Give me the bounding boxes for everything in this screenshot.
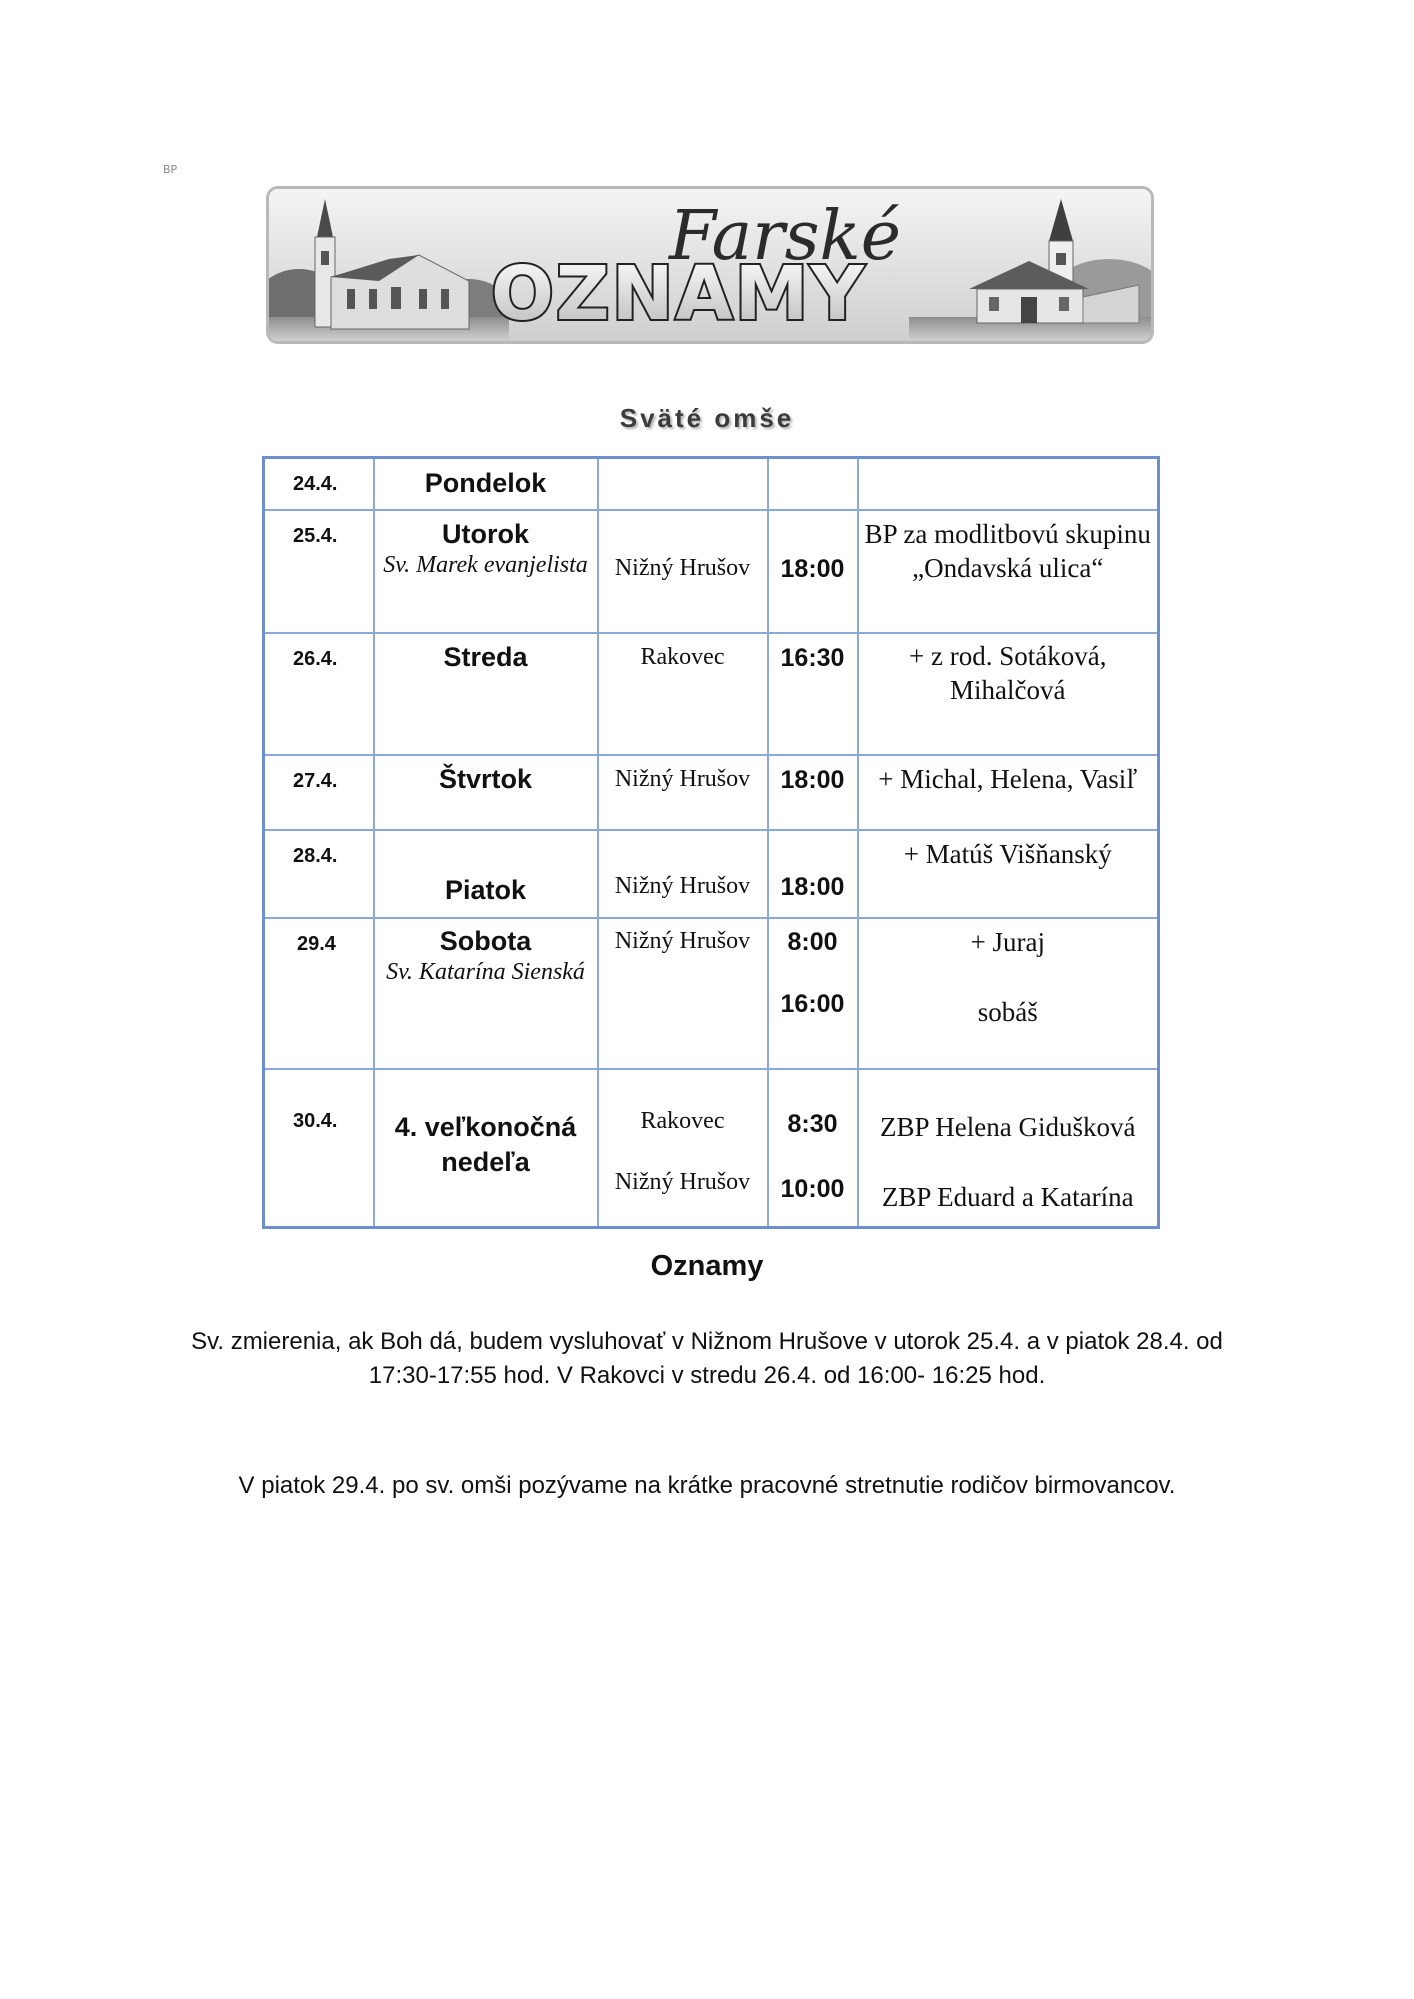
date-cell: 26.4.	[264, 633, 374, 755]
mass-intention: ZBP Eduard a Katarína	[881, 1181, 1134, 1212]
date-cell: 28.4.	[264, 830, 374, 918]
schedule-row	[264, 918, 1159, 1069]
notices-title: Oznamy	[650, 1250, 764, 1282]
mass-time: 18:00	[780, 554, 845, 583]
mass-time: 8:00	[787, 927, 838, 956]
mass-schedule-table	[262, 456, 1160, 1229]
banner-block-word: OZNAMY	[491, 251, 866, 337]
mass-intention: + Juraj	[970, 926, 1045, 957]
banner-script-word: Farské	[669, 197, 901, 276]
schedule-row	[264, 755, 1159, 830]
day-name: Streda	[443, 641, 528, 672]
mass-intention: ZBP Helena Gidušková	[880, 1111, 1136, 1142]
notice-paragraph: V piatok 29.4. po sv. omši pozývame na krátke pracovné stretnutie rodičov birmovancov.	[238, 1472, 1176, 1499]
mass-time: 16:30	[780, 643, 845, 672]
date-cell: 30.4.	[264, 1069, 374, 1228]
saint-name: Sv. Katarína Sienská	[386, 958, 585, 985]
place: Nižný Hrušov	[614, 765, 751, 792]
mass-intention: + z rod. Sotáková, Mihalčová	[909, 640, 1107, 705]
mass-intention: BP za modlitbovú skupinu „Ondavská ulica“	[864, 518, 1151, 583]
day-name: 4. veľkonočná nedeľa	[394, 1111, 577, 1177]
saint-name: Sv. Marek evanjelista	[383, 551, 588, 578]
mass-intention: + Matúš Višňanský	[903, 838, 1112, 869]
schedule-row	[264, 830, 1159, 918]
schedule-row	[264, 633, 1159, 755]
schedule-row	[264, 510, 1159, 633]
mass-time: 16:00	[780, 989, 845, 1018]
place: Nižný Hrušov	[614, 927, 751, 954]
place: Nižný Hrušov	[614, 872, 751, 899]
corner-mark: BP	[163, 163, 178, 176]
schedule-row	[264, 1069, 1159, 1228]
place: Nižný Hrušov	[614, 1168, 751, 1195]
day-name: Utorok	[442, 518, 529, 549]
notice-paragraph: Sv. zmierenia, ak Boh dá, budem vysluhovať v Nižnom Hrušove v utorok 25.4. a v piatok 28.4. od 17:30-17:55 hod. V Rakovci v stredu 26.4. od 16:00- 16:25 hod.	[191, 1328, 1223, 1389]
day-name: Sobota	[439, 925, 532, 956]
date-cell: 29.4	[264, 918, 374, 1069]
place: Rakovec	[640, 1107, 725, 1134]
date-cell: 25.4.	[264, 510, 374, 633]
mass-time: 8:30	[787, 1109, 838, 1138]
header-banner	[266, 186, 1154, 344]
mass-time: 10:00	[780, 1174, 845, 1203]
masses-title: Sväté omše	[619, 403, 795, 433]
mass-time: 18:00	[780, 872, 845, 901]
mass-intention: sobáš	[977, 996, 1038, 1027]
day-name: Štvrtok	[438, 763, 533, 794]
banner-artwork	[269, 189, 1151, 341]
date-cell: 24.4.	[264, 458, 374, 510]
schedule-row	[264, 458, 1159, 510]
mass-intention: + Michal, Helena, Vasiľ	[878, 763, 1138, 794]
mass-time: 18:00	[780, 765, 845, 794]
place: Nižný Hrušov	[614, 554, 751, 581]
day-name: Piatok	[444, 874, 527, 905]
day-name: Pondelok	[424, 468, 547, 498]
place: Rakovec	[640, 643, 725, 670]
date-cell: 27.4.	[264, 755, 374, 830]
